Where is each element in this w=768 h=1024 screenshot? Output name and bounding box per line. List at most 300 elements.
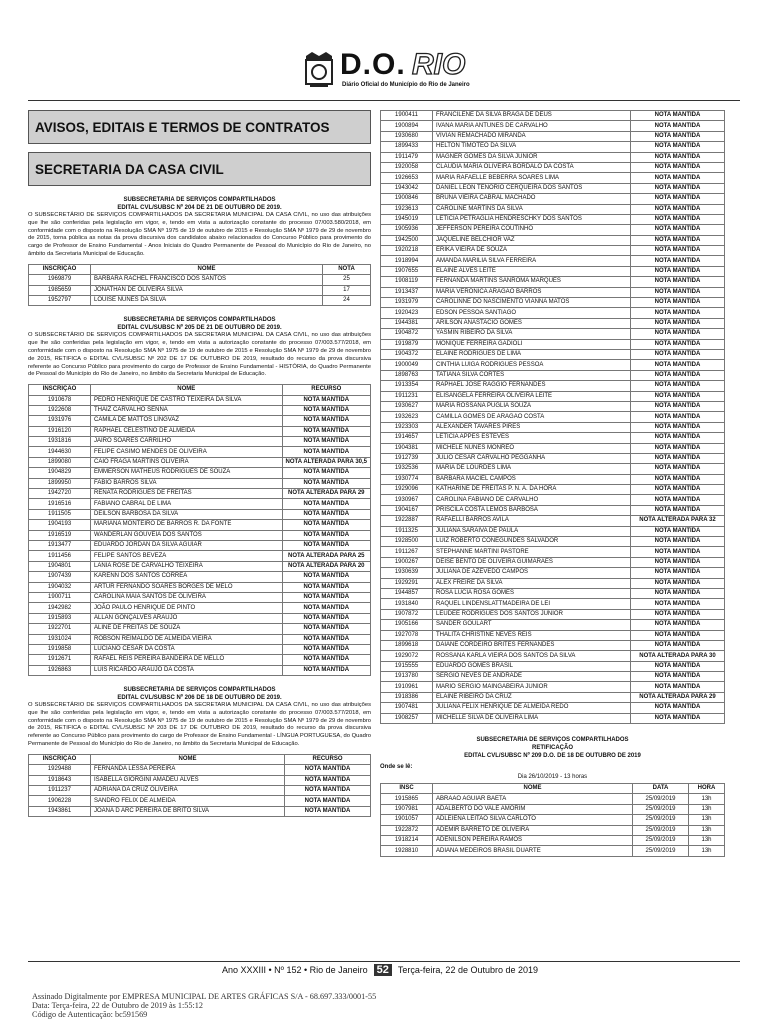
table-cell: MARIA VERONICA ARAGAO BARROS — [433, 287, 631, 297]
table-row — [381, 204, 725, 214]
table-cell: 25/09/2019 — [633, 794, 689, 804]
table-cell: NOTA MANTIDA — [282, 655, 370, 665]
table-cell: 25/09/2019 — [633, 825, 689, 835]
table-cell: ROSSANA KARLA VIEIRA DOS SANTOS DA SILVA — [433, 651, 631, 661]
table-row — [29, 655, 371, 665]
table-cell: NOTA MANTIDA — [282, 624, 370, 634]
col-nome: NOME — [91, 385, 283, 395]
table-cell: 1942720 — [29, 489, 91, 499]
table-cell: NOTA ALTERADA PARA 25 — [282, 551, 370, 561]
table-cell: JULIANA FELIX HENRIQUE DE ALMEIDA REDO — [433, 703, 631, 713]
table-cell: FERNANDA MARTINS SANROMA MARQUES — [433, 277, 631, 287]
table-cell: 1922608 — [29, 405, 91, 415]
table-cell: JAQUELINE BELCHIOR VAZ — [433, 235, 631, 245]
table-cell: TATIANA SILVA CORTES — [433, 370, 631, 380]
table-cell: 1919879 — [381, 339, 433, 349]
table-cell: NOTA MANTIDA — [282, 520, 370, 530]
table-cell: 1918214 — [381, 836, 433, 846]
edital-205 — [28, 316, 371, 676]
table-row — [29, 457, 371, 467]
table-cell: 1931816 — [29, 437, 91, 447]
table-cell: 1911456 — [29, 551, 91, 561]
table-cell: 1913780 — [381, 672, 433, 682]
table-row — [381, 256, 725, 266]
table-row — [29, 572, 371, 582]
table-row — [381, 308, 725, 318]
table-row — [381, 173, 725, 183]
table-cell: 1929291 — [381, 578, 433, 588]
table-cell: NOTA MANTIDA — [631, 142, 725, 152]
table-cell: ADEMIR BARRETO DE OLIVEIRA — [433, 825, 633, 835]
edital-204-subsecretaria: SUBSECRETARIA DE SERVIÇOS COMPARTILHADOS — [123, 197, 276, 203]
table-cell: NOTA MANTIDA — [631, 672, 725, 682]
table-row — [29, 468, 371, 478]
table-cell: 1900049 — [381, 360, 433, 370]
table-row — [381, 599, 725, 609]
table-cell: NOTA MANTIDA — [282, 426, 370, 436]
table-cell: NOTA MANTIDA — [282, 478, 370, 488]
table-cell: NOTA ALTERADA PARA 29 — [631, 692, 725, 702]
table-row — [29, 582, 371, 592]
edital-206-table — [28, 754, 371, 817]
table-cell: NOTA MANTIDA — [282, 437, 370, 447]
table-cell: NOTA MANTIDA — [631, 453, 725, 463]
table-cell: EDUARDO JORDAN DA SILVA AGUIAR — [91, 540, 283, 550]
table-cell: NOTA MANTIDA — [631, 339, 725, 349]
table-cell: 1922887 — [381, 516, 433, 526]
table-cell: 13h — [689, 836, 725, 846]
table-row — [381, 349, 725, 359]
table-cell: AMANDA MARILIA SILVA FERREIRA — [433, 256, 631, 266]
table-row — [381, 298, 725, 308]
edital-204-title: EDITAL CVL/SUBSC Nº 204 DE 21 DE OUTUBRO DE 2019. — [117, 205, 282, 211]
table-row — [381, 526, 725, 536]
table-cell: KATHARINE DE FREITAS P. N. A. DA HORA — [433, 485, 631, 495]
table-row — [381, 692, 725, 702]
table-cell: 1931976 — [29, 416, 91, 426]
edital-206-text: O SUBSECRETÁRIO DE SERVIÇOS COMPARTILHADOS DA SECRETARIA MUNICIPAL DA CASA CIVIL, no uso das atribuições que lhe são conferidas pela legislação em vigor, e, tendo em vista a autorização constante do processo 07/003.577/2018, em conformidade com o disposto na Resolução SMA Nº 1975 de 19 de outubro de 2015 e Resolução SMA Nº 1979 de 29 de novembro de 2015, RETIFICA o EDITAL CVL/SUBSC Nº 203 DE 17 DE OUTUBRO DE 2019, resultado do recurso da prova discursiva referente ao Concurso Público para provimento do cargo de Professor de Ensino Fundamental - LÍNGUA PORTUGUESA, do Quadro Permanente de Pessoal do Município do Rio de Janeiro, no âmbito da Secretaria Municipal de Educação. — [28, 702, 371, 748]
table-cell: JULIANA SARAIVA DE PAULA — [433, 526, 631, 536]
table-cell: ADRIANA DA CRUZ OLIVEIRA — [91, 786, 285, 796]
table-cell: 1985659 — [29, 285, 91, 295]
table-cell: 1928810 — [381, 846, 433, 856]
table-cell: NOTA MANTIDA — [631, 173, 725, 183]
table-row — [381, 804, 725, 814]
table-cell: NOTA MANTIDA — [631, 485, 725, 495]
table-cell: EMMERSON MATHEUS RODRIGUES DE SOUZA — [91, 468, 283, 478]
table-cell: PRISCILA COSTA LEMOS BARBOSA — [433, 505, 631, 515]
table-cell: 1904167 — [381, 505, 433, 515]
table-cell: STEPHANNE MARTINI PASTORE — [433, 547, 631, 557]
table-cell: 1942982 — [29, 603, 91, 613]
table-cell: SANDRO FELIX DE ALMEIDA — [91, 796, 285, 806]
table-row — [29, 478, 371, 488]
table-cell: NOTA MANTIDA — [631, 381, 725, 391]
table-cell: 1926863 — [29, 665, 91, 675]
table-cell: 1911237 — [29, 786, 91, 796]
col-data: DATA — [633, 784, 689, 794]
table-row — [381, 339, 725, 349]
table-cell: 1914657 — [381, 433, 433, 443]
table-cell: WANDERLAN GOUVEIA DOS SANTOS — [91, 530, 283, 540]
table-cell: ARTUR FERNANDO SOARES BORGES DE MELO — [91, 582, 283, 592]
table-cell: ROBSON REIMALDO DE ALMEIDA VIEIRA — [91, 634, 283, 644]
table-cell: CAMILLA GOMES DE ARAGAO COSTA — [433, 412, 631, 422]
retificacao-subsecretaria: SUBSECRETARIA DE SERVIÇOS COMPARTILHADOS — [476, 737, 629, 744]
table-cell: 1906228 — [29, 796, 91, 806]
table-cell: LOUISE NUNES DA SILVA — [91, 295, 323, 305]
table-cell: 1898763 — [381, 370, 433, 380]
table-row — [29, 275, 371, 285]
table-cell: NOTA MANTIDA — [282, 468, 370, 478]
signature-line-1: Assinado Digitalmente por EMPRESA MUNICIPAL DE ARTES GRÁFICAS S/A - 68.697.333/0001-55 — [32, 992, 377, 1001]
table-row — [381, 703, 725, 713]
section-box-casa-civil: SECRETARIA DA CASA CIVIL — [28, 152, 371, 186]
table-cell: 1915865 — [381, 794, 433, 804]
table-cell: NOTA ALTERADA PARA 20 — [282, 561, 370, 571]
table-cell: DEISE BENTO DE OLIVEIRA GUIMARAES — [433, 557, 631, 567]
table-row — [381, 578, 725, 588]
table-cell: NOTA MANTIDA — [631, 620, 725, 630]
table-cell: NOTA MANTIDA — [631, 713, 725, 723]
table-cell: 1944630 — [29, 447, 91, 457]
table-cell: DEILSON BARBOSA DA SILVA — [91, 509, 283, 519]
table-cell: CAMILA DE MATTOS LINGVAZ — [91, 416, 283, 426]
table-cell: 1900894 — [381, 121, 433, 131]
table-cell: ADLEIENA LEITAO SILVA CARLOTO — [433, 815, 633, 825]
table-cell: NOTA MANTIDA — [631, 194, 725, 204]
table-cell: NOTA MANTIDA — [631, 214, 725, 224]
table-cell: 1930967 — [381, 495, 433, 505]
table-row — [29, 489, 371, 499]
table-cell: ALINE DE FREITAS DE SOUZA — [91, 624, 283, 634]
retificacao-label: RETIFICAÇÃO — [532, 745, 573, 752]
col-inscricao: INSCRIÇÃO — [29, 264, 91, 274]
table-cell: NOTA ALTERADA PARA 30,5 — [282, 457, 370, 467]
table-row — [381, 640, 725, 650]
table-cell: 1929488 — [29, 765, 91, 775]
table-cell: 1944381 — [381, 318, 433, 328]
table-cell: 1904801 — [29, 561, 91, 571]
table-cell: NOTA MANTIDA — [631, 111, 725, 121]
table-row — [29, 395, 371, 405]
masthead-title: D.O. — [340, 48, 406, 81]
table-cell: LUIS RICARDO ARAUJO DA COSTA — [91, 665, 283, 675]
masthead — [300, 46, 480, 94]
table-cell: NOTA ALTERADA PARA 29 — [282, 489, 370, 499]
table-cell: NOTA MANTIDA — [631, 609, 725, 619]
col-inscricao: INSCRIÇÃO — [29, 754, 91, 764]
table-cell: NOTA MANTIDA — [282, 540, 370, 550]
footer-date: Terça-feira, 22 de Outubro de 2019 — [397, 965, 539, 975]
table-row — [381, 651, 725, 661]
table-cell: ARILSON ANASTACIO GOMES — [433, 318, 631, 328]
table-cell: JULIO CESAR CARVALHO PEGGANHA — [433, 453, 631, 463]
table-row — [381, 225, 725, 235]
table-cell: 1913437 — [381, 287, 433, 297]
top-rule — [28, 100, 740, 101]
page-footer — [222, 964, 538, 976]
table-cell: ISABELLA GIORGINI AMADEU ALVES — [91, 775, 285, 785]
table-cell: CAIO FRAGA MARTINS OLIVEIRA — [91, 457, 283, 467]
table-row — [381, 121, 725, 131]
table-cell: 13h — [689, 825, 725, 835]
table-cell: DANIEL LEON TENORIO CERQUEIRA DOS SANTOS — [433, 183, 631, 193]
table-row — [29, 665, 371, 675]
edital-206-title: EDITAL CVL/SUBSC Nº 206 DE 18 DE OUTUBRO DE 2019. — [117, 695, 282, 702]
table-cell: 1912739 — [381, 453, 433, 463]
table-cell: RAPHAEL JOSE RAGGIO FERNANDES — [433, 381, 631, 391]
table-cell: NOTA MANTIDA — [631, 412, 725, 422]
table-cell: 1904032 — [29, 582, 91, 592]
table-cell: 1930774 — [381, 474, 433, 484]
table-cell: 1943861 — [29, 806, 91, 816]
table-cell: SANDER GOULART — [433, 620, 631, 630]
table-cell: 1916516 — [29, 499, 91, 509]
table-cell: NOTA MANTIDA — [282, 395, 370, 405]
table-row — [381, 661, 725, 671]
table-cell: 1931979 — [381, 298, 433, 308]
table-cell: 1913477 — [29, 540, 91, 550]
table-cell: CLAUDIA MARIA OLIVEIRA BORDALO DA COSTA — [433, 162, 631, 172]
edital-204-table — [28, 264, 371, 307]
table-row — [29, 405, 371, 415]
table-row — [29, 551, 371, 561]
table-row — [381, 443, 725, 453]
table-cell: JAIRO SOARES CARRILHO — [91, 437, 283, 447]
table-row — [29, 644, 371, 654]
table-cell: 25/09/2019 — [633, 804, 689, 814]
edital-206-subsecretaria: SUBSECRETARIA DE SERVIÇOS COMPARTILHADOS — [123, 687, 276, 694]
table-cell: FERNANDA LESSA PEREIRA — [91, 765, 285, 775]
table-cell: 1930627 — [381, 401, 433, 411]
table-cell: NOTA MANTIDA — [631, 204, 725, 214]
table-cell: MARIA DE LOURDES LIMA — [433, 464, 631, 474]
table-row — [381, 152, 725, 162]
table-row — [381, 609, 725, 619]
table-cell: 1916519 — [29, 530, 91, 540]
table-cell: NOTA MANTIDA — [631, 183, 725, 193]
edital-205-subsecretaria: SUBSECRETARIA DE SERVIÇOS COMPARTILHADOS — [123, 317, 276, 324]
table-cell: ELISANGELA FERREIRA OLIVEIRA LEITE — [433, 391, 631, 401]
table-cell: 1904872 — [381, 329, 433, 339]
table-cell: NOTA MANTIDA — [285, 775, 371, 785]
table-cell: 1907872 — [381, 609, 433, 619]
table-cell: BARBARA MACIEL CAMPOS — [433, 474, 631, 484]
table-cell: 1932536 — [381, 464, 433, 474]
table-row — [381, 391, 725, 401]
table-cell: CAROLINE MARTINS DA SILVA — [433, 204, 631, 214]
table-cell: 1899433 — [381, 142, 433, 152]
table-cell: NOTA ALTERADA PARA 32 — [631, 516, 725, 526]
table-cell: 17 — [323, 285, 371, 295]
table-cell: NOTA MANTIDA — [282, 634, 370, 644]
table-row — [29, 796, 371, 806]
table-row — [29, 806, 371, 816]
onde-se-le: Onde se lê: — [380, 764, 413, 771]
table-cell: LUIZ ROBERTO CONEGUNDES SALVADOR — [433, 537, 631, 547]
table-cell: MARIA ROSSANA PUGLIA SOUZA — [433, 401, 631, 411]
edital-204 — [28, 196, 371, 306]
table-cell: NOTA MANTIDA — [285, 786, 371, 796]
table-row — [381, 464, 725, 474]
table-cell: 1931840 — [381, 599, 433, 609]
table-cell: NOTA MANTIDA — [631, 578, 725, 588]
table-cell: 1910678 — [29, 395, 91, 405]
table-cell: 1929096 — [381, 485, 433, 495]
table-cell: NOTA MANTIDA — [631, 588, 725, 598]
table-cell: 1907655 — [381, 266, 433, 276]
table-cell: BRUNA VIEIRA CABRAL MACHADO — [433, 194, 631, 204]
table-cell: NOTA MANTIDA — [631, 464, 725, 474]
table-cell: 1900267 — [381, 557, 433, 567]
right-column — [380, 110, 725, 857]
table-cell: JULIANA DE AZEVEDO CAMPOS — [433, 568, 631, 578]
table-row — [381, 547, 725, 557]
table-cell: 1922701 — [29, 624, 91, 634]
table-cell: THAIZ CARVALHO SENNA — [91, 405, 283, 415]
table-row — [381, 162, 725, 172]
table-cell: NOTA MANTIDA — [631, 162, 725, 172]
table-cell: 1911231 — [381, 391, 433, 401]
table-cell: 1905166 — [381, 620, 433, 630]
table-cell: ELAINE ALVES LEITE — [433, 266, 631, 276]
table-cell: NOTA MANTIDA — [631, 703, 725, 713]
retificacao-table — [380, 783, 725, 857]
table-cell: JOANA D ARC PEREIRA DE BRITO SILVA — [91, 806, 285, 816]
table-cell: MARIANA MONTEIRO DE BARROS R. DA FONTE — [91, 520, 283, 530]
table-row — [381, 214, 725, 224]
table-row — [381, 846, 725, 856]
table-cell: NOTA MANTIDA — [631, 329, 725, 339]
table-row — [29, 786, 371, 796]
table-cell: NOTA MANTIDA — [282, 572, 370, 582]
table-cell: 1911267 — [381, 547, 433, 557]
table-cell: DAIANE CORDEIRO BRITES FERNANDES — [433, 640, 631, 650]
table-cell: 1945019 — [381, 214, 433, 224]
table-cell: 1904372 — [381, 349, 433, 359]
edital-206 — [28, 686, 371, 817]
table-cell: 1907439 — [29, 572, 91, 582]
city-coat-of-arms-icon — [300, 50, 338, 90]
table-cell: NOTA MANTIDA — [631, 318, 725, 328]
table-row — [29, 603, 371, 613]
table-cell: NOTA MANTIDA — [631, 537, 725, 547]
table-row — [29, 426, 371, 436]
table-cell: NOTA MANTIDA — [631, 443, 725, 453]
edital-205-title: EDITAL CVL/SUBSC Nº 205 DE 21 DE OUTUBRO DE 2019. — [117, 325, 282, 332]
table-cell: 1905936 — [381, 225, 433, 235]
table-row — [29, 540, 371, 550]
table-cell: NOTA MANTIDA — [285, 765, 371, 775]
table-row — [381, 588, 725, 598]
table-row — [29, 509, 371, 519]
table-cell: 1929072 — [381, 651, 433, 661]
table-cell: FELIPE SANTOS BEVEZA — [91, 551, 283, 561]
table-cell: ERIKA VIEIRA DE SOUZA — [433, 246, 631, 256]
table-cell: MICHELE NUNES MONREO — [433, 443, 631, 453]
table-cell: NOTA MANTIDA — [631, 526, 725, 536]
table-cell: 1932623 — [381, 412, 433, 422]
table-cell: NOTA MANTIDA — [631, 152, 725, 162]
table-cell: NOTA MANTIDA — [631, 287, 725, 297]
table-cell: 1918386 — [381, 692, 433, 702]
col-recurso: RECURSO — [282, 385, 370, 395]
table-cell: ELAINE RIBEIRO DA CRUZ — [433, 692, 631, 702]
table-cell: NOTA MANTIDA — [631, 256, 725, 266]
table-row — [381, 836, 725, 846]
table-cell: IVANA MARIA ANTUNES DE CARVALHO — [433, 121, 631, 131]
table-row — [381, 537, 725, 547]
table-cell: 1910961 — [381, 682, 433, 692]
table-row — [381, 329, 725, 339]
table-cell: NOTA MANTIDA — [282, 644, 370, 654]
table-cell: NOTA MANTIDA — [282, 613, 370, 623]
masthead-rio: RIO — [412, 48, 466, 81]
table-cell: ALEX FREIRE DA SILVA — [433, 578, 631, 588]
table-cell: NOTA MANTIDA — [631, 505, 725, 515]
table-row — [381, 235, 725, 245]
table-cell: LETICIA PETRAGLIA HENDRESCHKY DOS SANTOS — [433, 214, 631, 224]
table-cell: 1943042 — [381, 183, 433, 193]
table-cell: 1908119 — [381, 277, 433, 287]
table-cell: NOTA MANTIDA — [631, 360, 725, 370]
table-cell: 1923613 — [381, 204, 433, 214]
retificacao-title: EDITAL CVL/SUBSC Nº 209 D.O. DE 18 DE OUTUBRO DE 2019 — [464, 753, 641, 760]
table-cell: 1931024 — [29, 634, 91, 644]
table-cell: NOTA MANTIDA — [631, 308, 725, 318]
table-cell: NOTA MANTIDA — [631, 401, 725, 411]
table-cell: NOTA MANTIDA — [282, 447, 370, 457]
table-cell: NOTA MANTIDA — [631, 547, 725, 557]
table-cell: CAROLINA MAIA SANTOS DE OLIVEIRA — [91, 592, 283, 602]
table-cell: NOTA MANTIDA — [631, 557, 725, 567]
table-cell: 1913354 — [381, 381, 433, 391]
table-cell: 1969879 — [29, 275, 91, 285]
signature-line-2: Data: Terça-feira, 22 de Outubro de 2019 às 1:55:12 — [32, 1001, 203, 1011]
edital-205-table — [28, 384, 371, 676]
table-cell: ADENILSON PEREIRA RAMOS — [433, 836, 633, 846]
table-row — [29, 437, 371, 447]
table-cell: FABIO BARROS SILVA — [91, 478, 283, 488]
table-cell: 25/09/2019 — [633, 836, 689, 846]
table-cell: 1907481 — [381, 703, 433, 713]
table-cell: THALITA CHRISTINE NEVES REIS — [433, 630, 631, 640]
table-cell: NOTA MANTIDA — [631, 661, 725, 671]
table-cell: NOTA MANTIDA — [631, 391, 725, 401]
table-cell: 1920218 — [381, 246, 433, 256]
table-row — [381, 111, 725, 121]
table-row — [381, 485, 725, 495]
table-row — [29, 499, 371, 509]
table-row — [29, 561, 371, 571]
table-cell: 1944857 — [381, 588, 433, 598]
table-cell: 1899950 — [29, 478, 91, 488]
table-cell: NOTA MANTIDA — [285, 796, 371, 806]
table-cell: SERGIO NEVES DE ANDRADE — [433, 672, 631, 682]
table-cell: 13h — [689, 804, 725, 814]
table-cell: LEUDEE RODRIGUES DOS SANTOS JUNIOR — [433, 609, 631, 619]
table-cell: NOTA MANTIDA — [631, 474, 725, 484]
col-inscricao: INSCRIÇÃO — [29, 385, 91, 395]
table-cell: RAQUEL LINDENSLATTMADEIRA DE LEI — [433, 599, 631, 609]
table-row — [29, 285, 371, 295]
table-row — [29, 447, 371, 457]
table-cell: 1911325 — [381, 526, 433, 536]
table-cell: MARIO SERGIO MAINGABEIRA JUNIOR — [433, 682, 631, 692]
table-cell: NOTA MANTIDA — [282, 603, 370, 613]
table-cell: NOTA MANTIDA — [631, 266, 725, 276]
